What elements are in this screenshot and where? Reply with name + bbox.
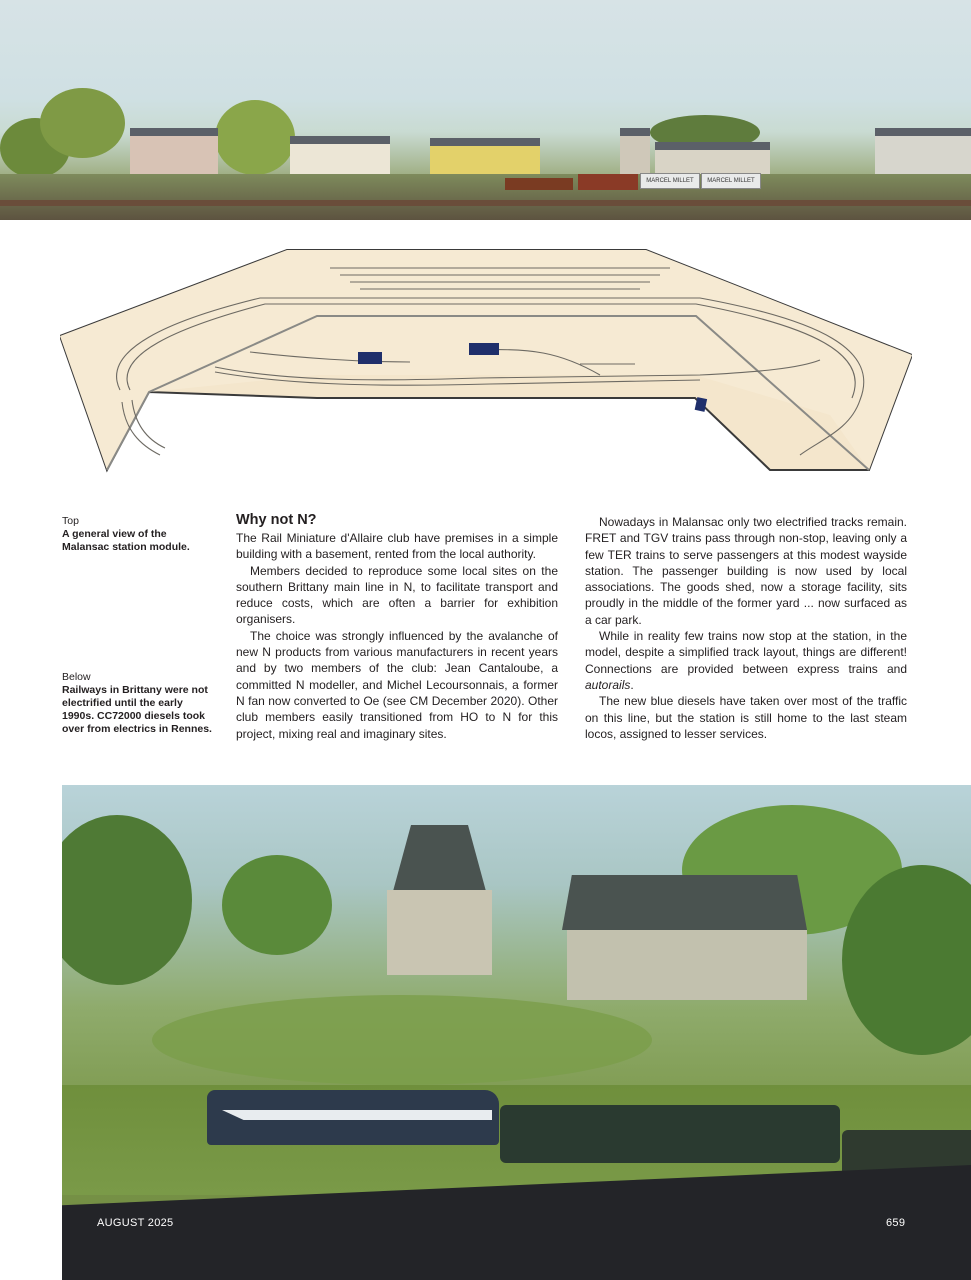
wagon bbox=[578, 174, 638, 190]
caption-text: A general view of the Malansac station module. bbox=[62, 528, 190, 553]
wagon bbox=[505, 178, 573, 190]
punctuation: . bbox=[630, 677, 634, 692]
farmhouse-roof bbox=[562, 875, 807, 930]
paragraph: The Rail Miniature d'Allaire club have premises in a simple building with a basement, rented from the local authority. bbox=[236, 531, 558, 562]
wagon-label: MARCEL MILLET bbox=[701, 173, 761, 189]
tree bbox=[215, 100, 295, 175]
farmhouse bbox=[567, 930, 807, 1000]
article-column-2 bbox=[585, 514, 907, 742]
wagon-label: MARCEL MILLET bbox=[640, 173, 700, 189]
bottom-photo bbox=[62, 785, 971, 1280]
footer-date: AUGUST 2025 bbox=[97, 1217, 174, 1229]
paragraph-text: While in reality few trains now stop at the station, in the model, despite a simplified track layout, things are different! Connections are provided between express trains and bbox=[585, 629, 907, 676]
caption-below bbox=[62, 671, 212, 736]
paragraph bbox=[585, 628, 907, 693]
tree bbox=[40, 88, 125, 158]
page-number: 659 bbox=[886, 1217, 906, 1229]
track bbox=[0, 200, 971, 206]
paragraph: The new blue diesels have taken over most of the traffic on this line, but the station is still home to the last steam locos, assigned to lesser services. bbox=[585, 694, 907, 741]
tree bbox=[222, 855, 332, 955]
building-marker bbox=[469, 343, 499, 355]
bushes bbox=[152, 995, 652, 1085]
paragraph: The choice was strongly influenced by the avalanche of new N products from various manufacturers in recent years and by two members of the club: Jean Cantaloube, a committed N modeller, and Michel Lecoursonnais, a former N fan now converted to Oe (see CM December 2020). Other club members easily transitioned from HO to N for this project, mixing real and imaginary sites. bbox=[236, 628, 558, 741]
track-plan-diagram bbox=[60, 240, 912, 480]
house-roof bbox=[392, 825, 487, 895]
locomotive-stripe bbox=[222, 1110, 492, 1120]
caption-label: Below bbox=[62, 671, 91, 683]
top-photo bbox=[0, 0, 971, 220]
caption-label: Top bbox=[62, 515, 79, 527]
paragraph: Members decided to reproduce some local sites on the southern Brittany main line in N, to facilitate transport and reduce costs, which are often a barrier for exhibition organisers. bbox=[236, 563, 558, 627]
paragraph: Nowadays in Malansac only two electrified tracks remain. FRET and TGV trains pass through non-stop, leaving only a few TER trains to serve passengers at this modest wayside station. The passenger building is now used by local associations. The goods shed, now a storage facility, sits proudly in the middle of the former yard ... now surfaced as a car park. bbox=[585, 515, 907, 627]
ground bbox=[0, 174, 971, 220]
article-column-1 bbox=[236, 512, 558, 742]
caption-top bbox=[62, 515, 212, 554]
passenger-coach bbox=[500, 1105, 840, 1163]
article-heading: Why not N? bbox=[236, 512, 317, 528]
italic-term: autorails bbox=[585, 677, 631, 692]
building-marker bbox=[358, 352, 382, 364]
caption-text: Railways in Brittany were not electrified until the early 1990s. CC72000 diesels took over from electrics in Rennes. bbox=[62, 684, 212, 735]
house bbox=[387, 890, 492, 975]
tree bbox=[62, 815, 192, 985]
